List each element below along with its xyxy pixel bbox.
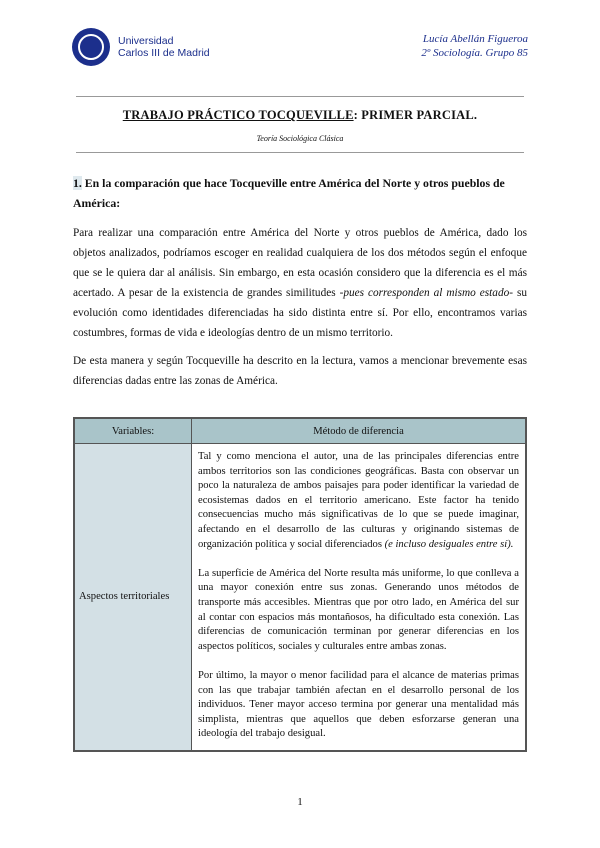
table-header-row bbox=[74, 418, 526, 444]
paragraph-2: De esta manera y según Tocqueville ha descrito en la lectura, vamos a mencionar brevemente esas diferencias dadas entre las zonas de América. bbox=[73, 355, 527, 387]
author-name: Lucía Abellán Figueroa bbox=[422, 33, 528, 45]
cell-paragraph-1-italic: (e incluso desiguales entre sí). bbox=[384, 538, 514, 550]
paragraph-1-italic: -pues corresponden al mismo estado- bbox=[339, 287, 514, 299]
header-variables: Variables: bbox=[74, 418, 192, 444]
title-rest: : PRIMER PARCIAL. bbox=[353, 108, 478, 122]
title-underlined: TRABAJO PRÁCTICO TOCQUEVILLE bbox=[122, 108, 354, 122]
cell-paragraph-1-text: Tal y como menciona el autor, una de las principales diferencias entre ambos territorios son las condiciones geográficas. Basta con observar un poco la naturaleza de ambos paisajes para poder identificar la variedad de ecosistemas dados en el territorio americano. Este factor ha tenido consecuencias mucho más significativas de lo que se puede imaginar, afectando en el desarrollo de las culturas y originando sistemas de organización política y social diferenciados bbox=[198, 451, 519, 550]
page-number: 1 bbox=[297, 796, 303, 808]
university-logo bbox=[72, 28, 210, 66]
row-label: Aspectos territoriales bbox=[74, 444, 192, 751]
document-body bbox=[73, 173, 527, 399]
author-block bbox=[421, 32, 528, 60]
header-method: Método de diferencia bbox=[192, 418, 527, 444]
paragraph-1-part-b: su evolución como identidades diferenciadas ha sido distinta entre sí. Por ello, encontramos varias costumbres, formas de vida e ideologías dentro de un mismo territorio. bbox=[73, 287, 528, 339]
divider-bottom bbox=[76, 152, 524, 153]
section-heading bbox=[73, 173, 527, 213]
paragraph-1-part-a: Para realizar una comparación entre América del Norte y otros pueblos de América, dado los objetos analizados, podríamos escoger en realidad cualquiera de los dos métodos según el enfoque que se le quiera dar al análisis. Sin embargo, en esta ocasión considero que la diferencia es el más acertado. A pesar de la existencia de grandes similitudes bbox=[73, 227, 527, 299]
course-group: 2º Sociología. Grupo 85 bbox=[421, 47, 528, 59]
document-title bbox=[0, 108, 600, 123]
divider-top bbox=[76, 96, 524, 97]
cell-paragraph-2: La superficie de América del Norte resulta más uniforme, lo que conlleva a una mayor conexión entre sus zonas. Generando unos métodos de transporte más accesibles. Mientras que por otro lado, en América del sur al contar con espacios más montañosos, ha dificultado esta conexión. Las diferencias de comunicación terminan por generar diferencias en los aspectos políticos, sociales y culturales entre ambas zonas. bbox=[198, 567, 519, 652]
cell-paragraph-3: Por último, la mayor o menor facilidad para el alcance de materias primas con las que trabajar también afectan en el desarrollo personal de los individuos. Tener mayor acceso termina por generar una mentalidad más simplista, mientras que aquellos que deben esforzarse generan una ideología del trabajo desigual. bbox=[198, 669, 519, 740]
section-number: 1. bbox=[73, 176, 82, 190]
row-content bbox=[192, 444, 527, 751]
document-subtitle: Teoría Sociológica Clásica bbox=[256, 134, 344, 143]
university-name-line2: Carlos III de Madrid bbox=[118, 47, 210, 59]
comparison-table bbox=[73, 417, 527, 752]
university-name-line1: Universidad bbox=[118, 35, 174, 47]
university-seal-icon bbox=[72, 28, 110, 66]
paragraph-1 bbox=[73, 223, 527, 343]
section-heading-text: En la comparación que hace Tocqueville entre América del Norte y otros pueblos de América: bbox=[73, 176, 505, 210]
table-row bbox=[74, 444, 526, 751]
cell-paragraph-1 bbox=[198, 450, 519, 552]
